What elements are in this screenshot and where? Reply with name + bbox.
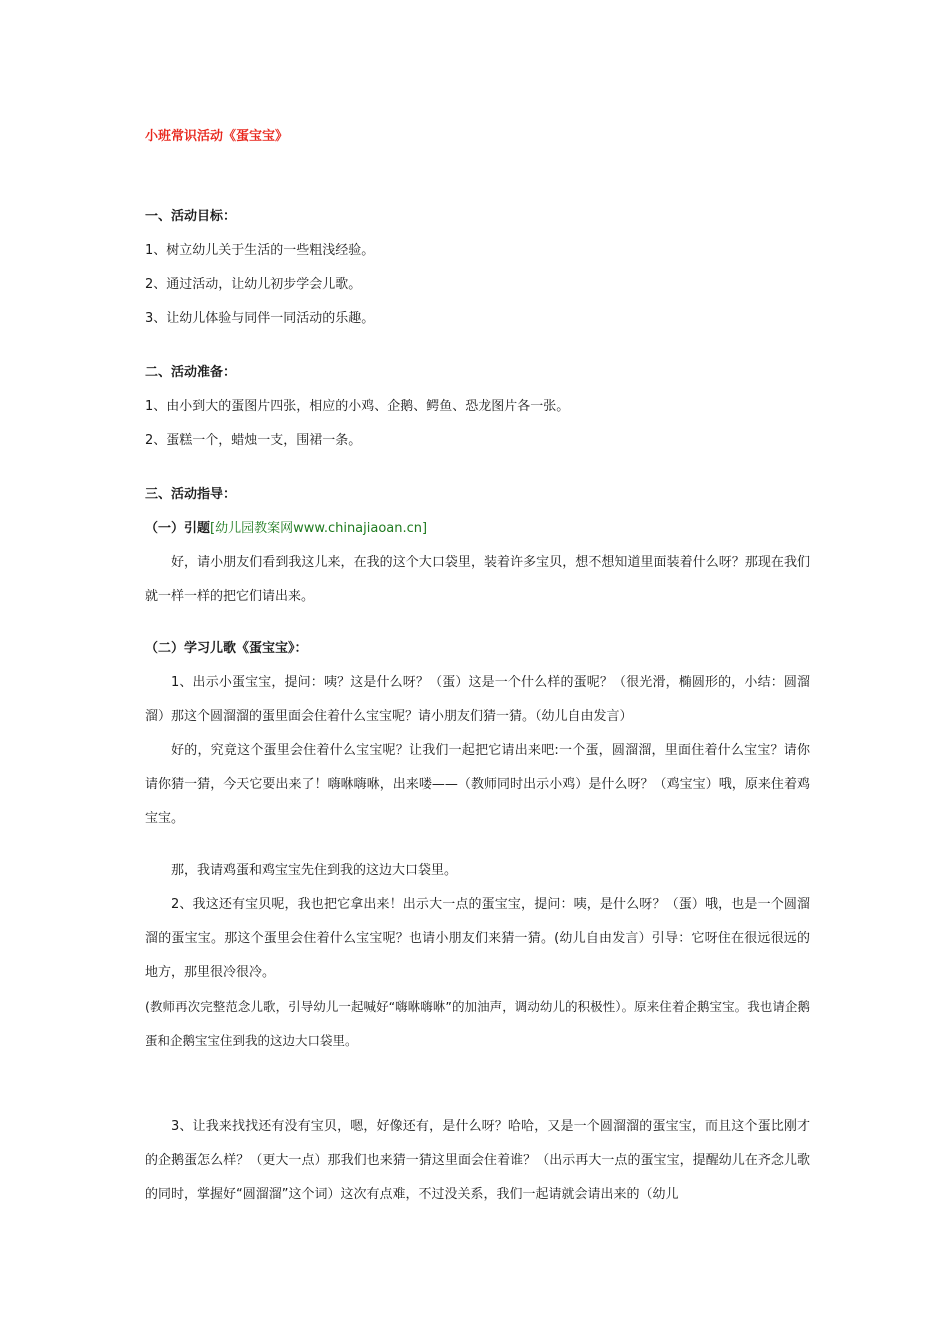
spacer: [145, 150, 810, 200]
section-heading-preparation: 二、活动准备：: [145, 365, 237, 380]
song-paragraph-4: 2、我这还有宝贝呢，我也把它拿出来！出示大一点的蛋宝宝，提问：咦，是什么呀？（蛋）哦，也是一个圆溜溜的蛋宝宝。那这个蛋里会住着什么宝宝呢？也请小朋友们来猜一猜。(幼儿自由发言）引导：它呀住在很远很远的地方，那里很冷很冷。: [145, 897, 810, 980]
site-url[interactable]: www.chinajiaoan.cn: [293, 521, 423, 536]
song-paragraph-3: 那，我请鸡蛋和鸡宝宝先住到我的这边大口袋里。: [171, 863, 458, 878]
part-intro-label: （一）引题: [145, 521, 211, 536]
song-paragraph-1: 1、出示小蛋宝宝，提问：咦？这是什么呀？（蛋）这是一个什么样的蛋呢？（很光滑，椭圆形的，小结：圆溜溜）那这个圆溜溜的蛋里面会住着什么宝宝呢？请小朋友们猜一猜。（幼儿自由发言）: [145, 675, 810, 724]
song-paragraph-5: (教师再次完整范念儿歌，引导幼儿一起喊好“嗨咻嗨咻”的加油声，调动幼儿的积极性）。原来住着企鹅宝宝。我也请企鹅蛋和企鹅宝宝住到我的这边大口袋里。: [145, 999, 810, 1048]
document-title: 小班常识活动《蛋宝宝》: [145, 129, 289, 144]
section-heading-guidance: 三、活动指导：: [145, 487, 237, 502]
intro-paragraph: 好，请小朋友们看到我这儿来，在我的这个大口袋里，装着许多宝贝，想不想知道里面装着什么呀？那现在我们就一样一样的把它们请出来。: [145, 555, 810, 604]
goal-item-3: 3、让幼儿体验与同伴一同活动的乐趣。: [145, 311, 375, 326]
song-paragraph-6: 3、让我来找找还有没有宝贝，嗯，好像还有，是什么呀？哈哈，又是一个圆溜溜的蛋宝宝，而且这个蛋比刚才的企鹅蛋怎么样？（更大一点）那我们也来猜一猜这里面会住着谁？（出示再大一点的蛋宝宝，提醒幼儿在齐念儿歌的同时，掌握好“圆溜溜”这个词）这次有点难，不过没关系，我们一起请就会请出来的（幼儿: [145, 1119, 810, 1202]
section-heading-goals: 一、活动目标：: [145, 209, 237, 224]
part-intro-heading: [145, 512, 810, 546]
preparation-item-1: 1、由小到大的蛋图片四张，相应的小鸡、企鹅、鳄鱼、恐龙图片各一张。: [145, 399, 570, 414]
bracket-open: [: [210, 521, 216, 536]
document-page: [145, 124, 810, 1212]
preparation-item-2: 2、蛋糕一个，蜡烛一支，围裙一条。: [145, 433, 362, 448]
goal-item-2: 2、通过活动，让幼儿初步学会儿歌。: [145, 277, 362, 292]
spacer: [145, 336, 810, 356]
goal-item-1: 1、树立幼儿关于生活的一些粗浅经验。: [145, 243, 375, 258]
song-paragraph-2: 好的，究竟这个蛋里会住着什么宝宝呢？让我们一起把它请出来吧:一个蛋，圆溜溜，里面住着什么宝宝？请你请你猜一猜，今天它要出来了！嗨咻嗨咻，出来喽——（教师同时出示小鸡）是什么呀？（鸡宝宝）哦，原来住着鸡宝宝。: [145, 743, 810, 826]
spacer: [145, 458, 810, 478]
spacer: [145, 614, 810, 632]
spacer: [145, 1058, 810, 1110]
spacer: [145, 836, 810, 854]
bracket-close: ]: [422, 521, 428, 536]
part-song-heading: （二）学习儿歌《蛋宝宝》：: [145, 641, 308, 656]
site-link[interactable]: 幼儿园教案网: [215, 521, 294, 536]
